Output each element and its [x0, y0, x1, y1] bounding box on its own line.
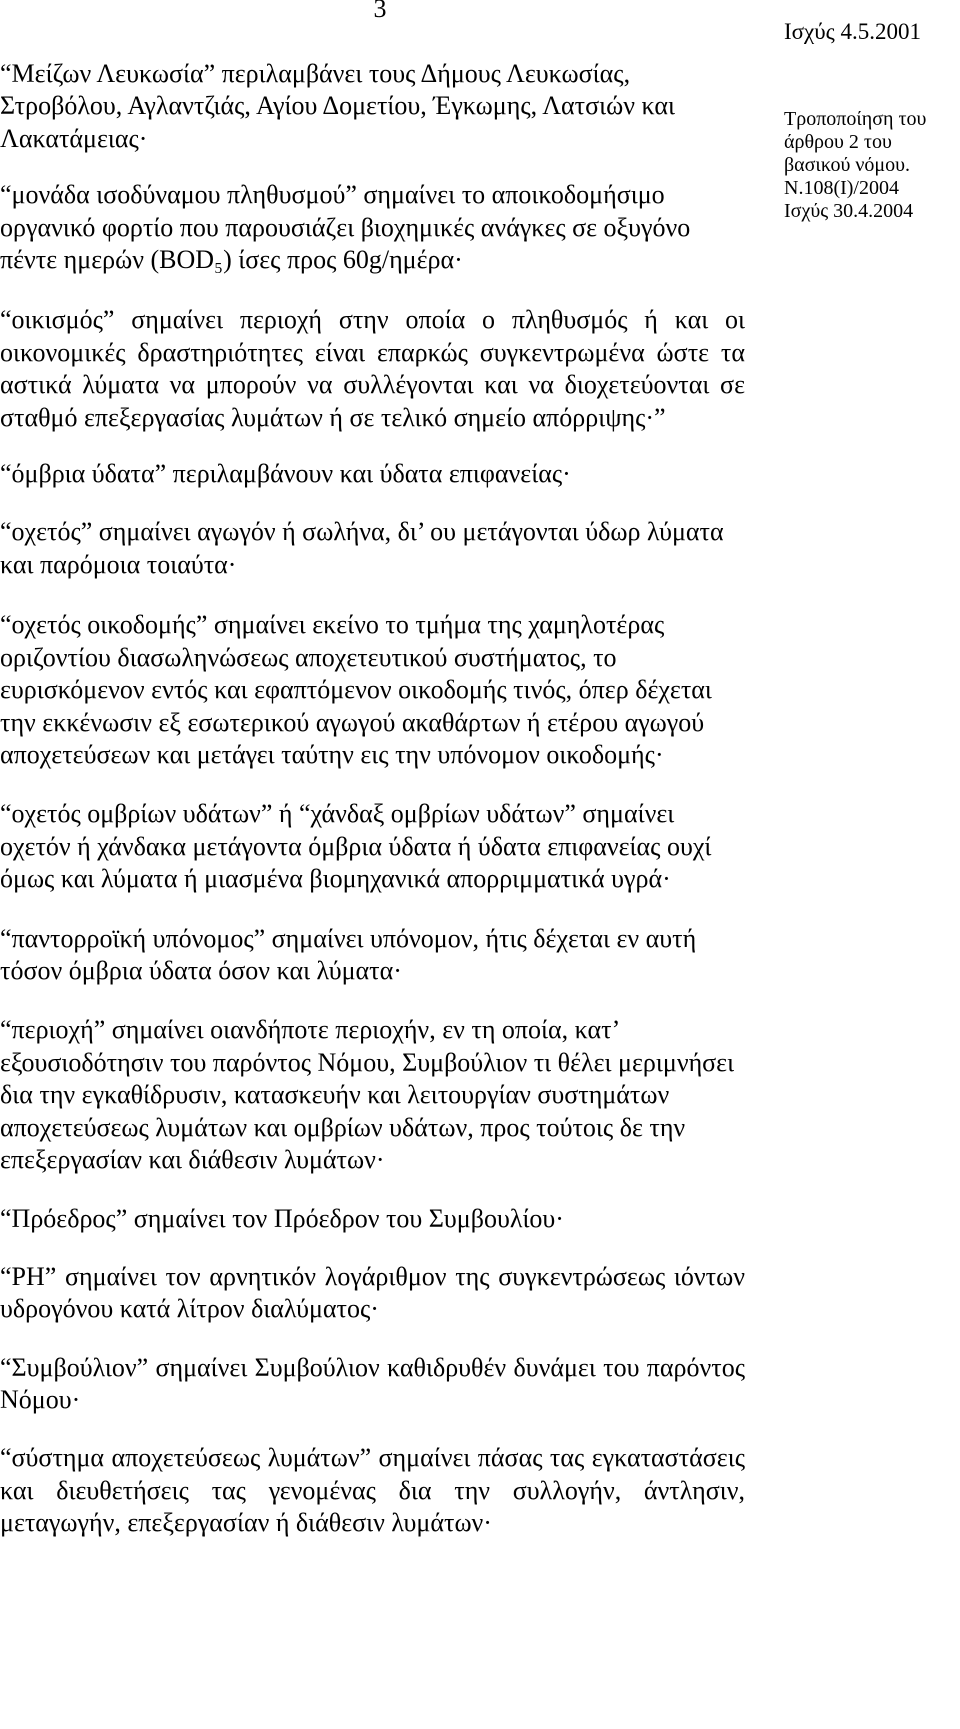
- definition-paragraph: “Μείζων Λευκωσία” περιλαμβάνει τους Δήμους Λευκωσίας, Στροβόλου, Αγλαντζιάς, Αγίου Δομετίου, Έγκωμης, Λατσιών και Λακατάμειας·: [0, 59, 675, 153]
- side-note-line: Τροποποίηση του: [784, 108, 927, 130]
- definition-paragraph: “περιοχή” σημαίνει οιανδήποτε περιοχήν, εν τη οποία, κατ’ εξουσιοδότησιν του παρόντος Νόμου, Συμβούλιον τι θέλει μεριμνήσει δια την εγκαθίδρυσιν, κατασκευήν και λειτουργίαν συστημάτων αποχετεύσεως λυμάτων και ομβρίων υδάτων, προς τούτοις δε την επεξεργασίαν και διάθεσιν λυμάτων·: [0, 1015, 735, 1174]
- definition-paragraph: “οχετός οικοδομής” σημαίνει εκείνο το τμήμα της χαμηλοτέρας οριζοντίου διασωληνώσεως αποχετευτικού συστήματος, το ευρισκόμενον εντός και εφαπτόμενον οικοδομής τινός, όπερ δέχεται την εκκένωσιν εξ εσωτερικού αγωγού ακαθάρτων ή ετέρου αγωγού αποχετεύσεων και μετάγει ταύτην εις την υπόνομον οικοδομής·: [0, 610, 712, 769]
- definition-paragraph: “όμβρια ύδατα” περιλαμβάνουν και ύδατα επιφανείας·: [0, 459, 571, 489]
- side-note-line: Ισχύς 30.4.2004: [784, 200, 914, 222]
- definition-paragraph: “μονάδα ισοδύναμου πληθυσμού” σημαίνει το αποικοδομήσιμο οργανικό φορτίο που παρουσιάζει βιοχημικές ανάγκες σε οξυγόνο πέντε ημερών (BOD₅) ίσες προς 60g/ημέρα·: [0, 180, 691, 275]
- definition-paragraph: “Πρόεδρος” σημαίνει τον Πρόεδρον του Συμβουλίου·: [0, 1204, 564, 1234]
- side-note-line: βασικού νόμου.: [784, 154, 911, 176]
- definition-paragraph: “οχετός” σημαίνει αγωγόν ή σωλήνα, δι’ ου μετάγονται ύδωρ λύματα και παρόμοια τοιαύτα·: [0, 517, 724, 579]
- definition-paragraph: “οχετός ομβρίων υδάτων” ή “χάνδαξ ομβρίων υδάτων” σημαίνει οχετόν ή χάνδακα μετάγοντα όμβρια ύδατα ή ύδατα επιφανείας ουχί όμως και λύματα ή μιασμένα βιομηχανικά απορριμματικά υγρά·: [0, 799, 712, 894]
- side-note-text: Ισχύς 4.5.2001: [784, 19, 922, 44]
- side-note-line: Ν.108(Ι)/2004: [784, 177, 899, 199]
- definition-paragraph: “PH” σημαίνει τον αρνητικόν λογάριθμον της συγκεντρώσεως ιόντων υδρογόνου κατά λίτρον διαλύματος·: [0, 1261, 745, 1324]
- definitions-body: [0, 58, 745, 1540]
- definition-paragraph: “Συμβούλιον” σημαίνει Συμβούλιον καθιδρυθέν δυνάμει του παρόντος Νόμου·: [0, 1352, 745, 1414]
- definition-paragraph: “παντορροϊκή υπόνομος” σημαίνει υπόνομον, ήτις δέχεται εν αυτή τόσον όμβρια ύδατα όσον και λύματα·: [0, 923, 697, 985]
- side-note-effective-date: [784, 20, 960, 43]
- page-number: 3: [373, 0, 387, 23]
- side-note-line: άρθρου 2 του: [784, 131, 892, 153]
- definition-paragraph: “σύστημα αποχετεύσεως λυμάτων” σημαίνει πάσας τας εγκαταστάσεις και διευθετήσεις τας γενομένας δια την συλλογήν, άντλησιν, μεταγωγήν, επεξεργασίαν ή διάθεσιν λυμάτων·: [0, 1443, 745, 1538]
- side-note-amendment: [784, 108, 960, 223]
- definition-paragraph: “οικισμός” σημαίνει περιοχή στην οποία ο πληθυσμός ή και οι οικονομικές δραστηριότητες είναι επαρκώς συγκεντρωμένα ώστε τα αστικά λύματα να μπορούν να συλλέγονται και να διοχετεύονται σε σταθμό επεξεργασίας λυμάτων ή σε τελικό σημείο απόρριψης·”: [0, 305, 745, 432]
